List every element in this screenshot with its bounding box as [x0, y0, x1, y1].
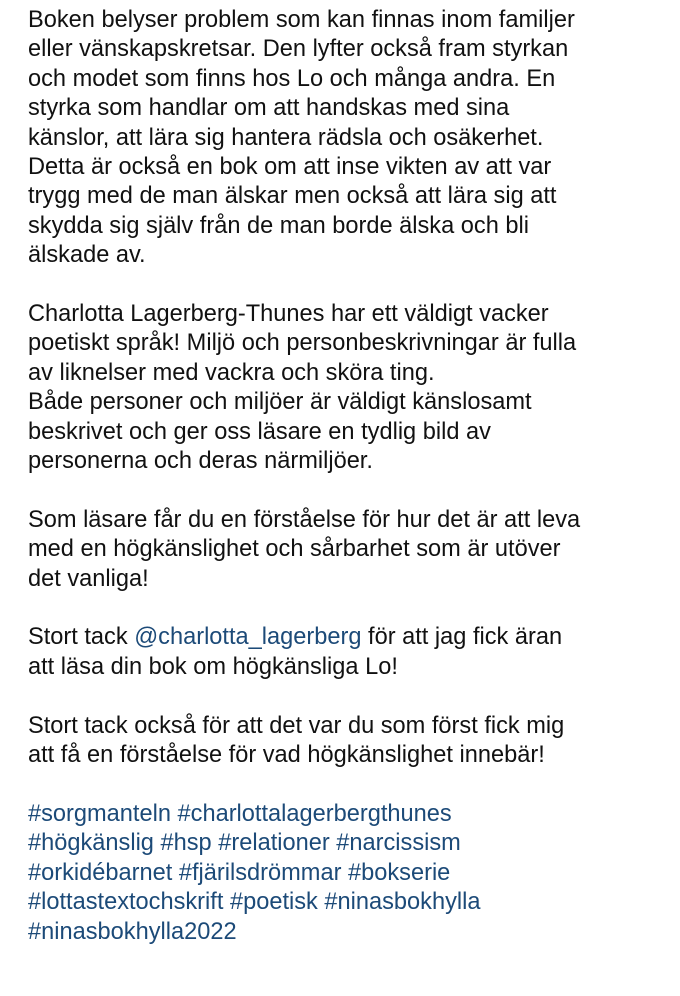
- hashtag-line: [28, 800, 658, 829]
- hashtag-line: [28, 859, 658, 888]
- hashtag-line: [28, 888, 658, 917]
- hashtag-link[interactable]: #poetisk: [229, 889, 318, 916]
- hashtag-link[interactable]: #ninasbokhylla2022: [28, 918, 237, 945]
- hashtag-link[interactable]: #ninasbokhylla: [324, 889, 481, 916]
- caption-line: av liknelser med vackra och sköra ting.: [28, 359, 435, 386]
- caption-paragraph-2: [28, 300, 658, 388]
- caption-line: Som läsare får du en förståelse för hur det är att leva: [28, 506, 581, 533]
- hashtag-link[interactable]: #hsp: [160, 830, 212, 857]
- caption-paragraph-3: [28, 388, 658, 476]
- caption-line: det vanliga!: [28, 565, 149, 592]
- caption-line: beskrivet och ger oss läsare en tydlig bild av: [28, 418, 491, 445]
- caption-line: och modet som finns hos Lo och många andra. En: [28, 65, 556, 92]
- caption-text: för att jag fick äran: [361, 624, 563, 651]
- caption-line: Stort tack också för att det var du som först fick mig: [28, 712, 565, 739]
- caption-line: Charlotta Lagerberg-Thunes har ett väldigt vacker: [28, 301, 549, 328]
- hashtag-line: [28, 918, 658, 947]
- caption-line: trygg med de man älskar men också att lära sig att: [28, 183, 557, 210]
- caption-line: poetiskt språk! Miljö och personbeskrivningar är fulla: [28, 330, 577, 357]
- caption-line: Boken belyser problem som kan finnas inom familjer: [28, 7, 575, 33]
- caption-line: personerna och deras närmiljöer.: [28, 448, 373, 475]
- caption-line: Både personer och miljöer är väldigt känslosamt: [28, 389, 532, 416]
- caption-line: Detta är också en bok om att inse vikten av att var: [28, 154, 552, 181]
- hashtag-link[interactable]: #sorgmanteln: [28, 800, 171, 827]
- caption-paragraph-1: [28, 6, 658, 271]
- caption-line: eller vänskapskretsar. Den lyfter också fram styrkan: [28, 36, 569, 63]
- caption-line: skydda sig själv från de man borde älska och bli: [28, 212, 529, 239]
- hashtag-link[interactable]: #charlottalagerbergthunes: [177, 800, 452, 827]
- caption-line: att läsa din bok om högkänsliga Lo!: [28, 653, 398, 680]
- caption-line: känslor, att lära sig hantera rädsla och osäkerhet.: [28, 124, 544, 151]
- post-caption: [28, 6, 658, 947]
- caption-paragraph-6: [28, 712, 658, 771]
- hashtag-link[interactable]: #högkänslig: [28, 830, 154, 857]
- caption-paragraph-5: [28, 623, 658, 682]
- caption-line: att få en förståelse för vad högkänslighet innebär!: [28, 742, 545, 769]
- caption-line: styrka som handlar om att handskas med sina: [28, 95, 510, 122]
- hashtag-link[interactable]: #fjärilsdrömmar: [178, 859, 342, 886]
- caption-text: Stort tack: [28, 624, 135, 651]
- hashtag-list: [28, 800, 658, 947]
- caption-line: med en högkänslighet och sårbarhet som är utöver: [28, 536, 561, 563]
- caption-line: [28, 623, 658, 652]
- caption-line: älskade av.: [28, 242, 146, 269]
- caption-paragraph-4: [28, 506, 658, 594]
- hashtag-link[interactable]: #lottastextochskrift: [28, 889, 224, 916]
- user-mention-link[interactable]: @charlotta_lagerberg: [134, 624, 362, 651]
- hashtag-link[interactable]: #bokserie: [348, 859, 451, 886]
- hashtag-link[interactable]: #narcissism: [336, 830, 461, 857]
- hashtag-link[interactable]: #relationer: [218, 830, 330, 857]
- hashtag-link[interactable]: #orkidébarnet: [28, 859, 173, 886]
- hashtag-line: [28, 829, 658, 858]
